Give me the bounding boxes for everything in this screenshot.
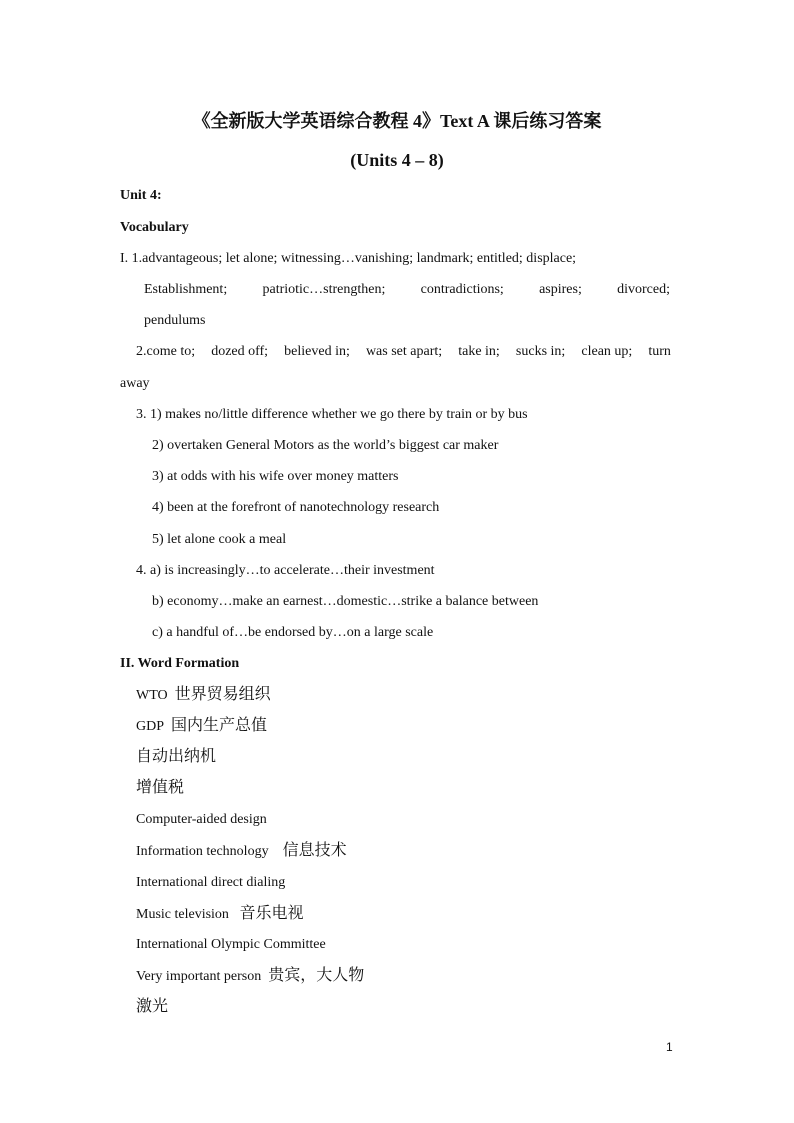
item-chinese: 国内生产总值	[171, 717, 268, 734]
item-chinese: 音乐电视	[239, 905, 304, 922]
word-formation-item	[136, 873, 285, 893]
vocab-q3-item: 3. 1) makes no/little difference whether we go there by train or by bus	[136, 407, 528, 422]
word-formation-item	[136, 810, 267, 830]
item-chinese: 信息技术	[282, 842, 347, 859]
item-chinese: 世界贸易组织	[174, 686, 271, 703]
page-title: 《全新版大学英语综合教程 4》Text A 课后练习答案	[192, 111, 602, 131]
item-chinese: 增值税	[136, 779, 185, 796]
item-english: International direct dialing	[136, 875, 286, 890]
answer-word: contradictions;	[420, 282, 504, 297]
answer-word: sucks in;	[515, 344, 566, 359]
item-english: WTO	[136, 688, 168, 703]
item-english: International Olympic Committee	[136, 937, 326, 952]
word-formation-item	[136, 935, 326, 955]
word-formation-item	[136, 966, 364, 987]
word-formation-heading: II. Word Formation	[120, 656, 240, 671]
item-english: GDP	[136, 719, 165, 734]
answer-word: turn	[648, 344, 671, 359]
word-formation-item	[136, 716, 267, 737]
vocab-q3-item: 4) been at the forefront of nanotechnology research	[152, 500, 440, 515]
item-chinese: 自动出纳机	[136, 748, 217, 765]
item-english: Music television	[136, 907, 229, 922]
item-chinese: 激光	[136, 998, 169, 1015]
vocabulary-heading: Vocabulary	[120, 220, 189, 235]
answer-word: believed in;	[284, 344, 350, 359]
word-formation-item	[136, 841, 347, 862]
item-chinese: 贵宾，大人物	[268, 967, 365, 984]
vocab-q4-item: c) a handful of…be endorsed by…on a large scale	[152, 625, 434, 640]
answer-word: 2.come to;	[136, 344, 196, 359]
item-english: Very important person	[136, 969, 262, 984]
answer-word: Establishment;	[144, 282, 228, 297]
vocab-q3-item: 3) at odds with his wife over money matters	[152, 469, 399, 484]
vocab-q4-item: b) economy…make an earnest…domestic…strike a balance between	[152, 594, 539, 609]
answer-word: divorced;	[617, 282, 670, 297]
vocab-q3-item: 5) let alone cook a meal	[152, 532, 287, 547]
vocab-q3-item: 2) overtaken General Motors as the world’s biggest car maker	[152, 438, 499, 453]
unit-heading: Unit 4:	[120, 188, 162, 203]
vocab-i-line-3: pendulums	[144, 313, 206, 328]
word-formation-item	[136, 778, 184, 799]
item-english: Computer-aided design	[136, 812, 267, 827]
word-formation-item	[136, 747, 216, 768]
answer-word: patriotic…strengthen;	[262, 282, 386, 297]
word-formation-item	[136, 904, 303, 925]
vocab-i-line-1: I. 1.advantageous; let alone; witnessing…vanishing; landmark; entitled; displace;	[120, 251, 577, 266]
vocab-q2-line-1	[136, 342, 671, 362]
page-subtitle: (Units 4 – 8)	[350, 150, 444, 170]
answer-word: dozed off;	[211, 344, 269, 359]
item-english: Information technology	[136, 844, 269, 859]
page-number: 1	[666, 1040, 673, 1054]
answer-word: aspires;	[539, 282, 582, 297]
vocab-i-line-2	[144, 280, 670, 300]
word-formation-item	[136, 685, 271, 706]
vocab-q4-item: 4. a) is increasingly…to accelerate…their investment	[136, 563, 435, 578]
answer-word: take in;	[458, 344, 500, 359]
word-formation-item	[136, 997, 168, 1018]
answer-word: clean up;	[581, 344, 633, 359]
answer-word: was set apart;	[365, 344, 443, 359]
vocab-q2-line-2: away	[120, 376, 150, 391]
